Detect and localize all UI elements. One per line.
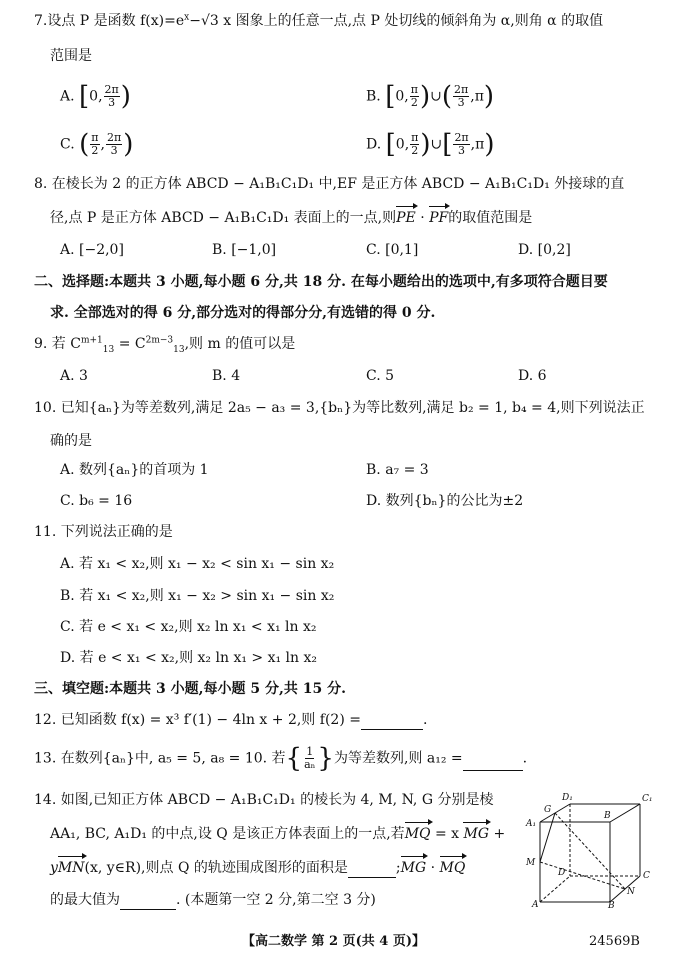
q14-line3d: · — [426, 860, 440, 876]
frac-num: 2π — [104, 83, 119, 96]
frac-den: 2 — [91, 144, 99, 157]
q13-end: . — [522, 750, 528, 767]
q9-option-b: B. 4 — [212, 368, 241, 384]
q7-d-label: D. — [366, 136, 382, 153]
q12-text: 12. 已知函数 f(x) = x³ f′(1) − 4ln x + 2,则 f(2) = — [34, 712, 361, 728]
q7-d-union: ∪ — [430, 136, 443, 153]
frac-num: 2π — [454, 83, 469, 96]
edge-b1c1 — [610, 804, 640, 822]
frac-den: aₙ — [304, 758, 316, 771]
label-b1: B — [604, 811, 611, 821]
q7-sup: x — [184, 12, 190, 23]
q7-d-pi: π — [475, 136, 485, 153]
q13-stem: 13. 在数列{aₙ}中, a₅ = 5, a₈ = 10. 若{ $\frac{1}{\text{aₙ}}$ }为等差数列,则 a₁₂ = . — [34, 743, 528, 774]
q10-option-c: C. b₆ = 16 — [60, 493, 133, 509]
q11-option-a: A. 若 x₁ < x₂,则 x₁ − x₂ < sin x₁ − sin x₂ — [60, 556, 335, 572]
q8-option-d: D. [0,2] — [518, 242, 571, 258]
q14-line3 — [50, 858, 465, 878]
label-c1: C₁ — [642, 794, 653, 804]
q9-sub1: 13 — [102, 344, 115, 355]
q7-c-comma: , — [100, 136, 105, 153]
q9-text2: ,则 m 的值可以是 — [184, 336, 296, 352]
q11-option-c: C. 若 e < x₁ < x₂,则 x₂ ln x₁ < x₁ ln x₂ — [60, 619, 317, 635]
q7-text2: −√3 x 图象上的任意一点,点 P 处切线的倾斜角为 α,则角 α 的取值 — [189, 13, 604, 29]
q13-frac — [303, 746, 316, 771]
vector-mn: MN — [57, 860, 85, 876]
q8-stem-line1: 8. 在棱长为 2 的正方体 ABCD − A₁B₁C₁D₁ 中,EF 是正方体 ABCD − A₁B₁C₁D₁ 外接球的直 — [34, 176, 625, 192]
q7-option-d: D. [0, $\frac{\pi}{2}$ )∪[ $\frac{2\pi}{3}$ ,π) — [366, 129, 495, 160]
q14-line4 — [50, 890, 376, 910]
q7-b-frac1 — [410, 84, 419, 109]
q7-b-zero: 0, — [395, 88, 409, 105]
edge-bc — [610, 876, 640, 902]
q10-stem-line2: 确的是 — [50, 433, 92, 449]
q7-a-label: A. — [60, 88, 75, 105]
q7-stem-line1 — [34, 11, 603, 31]
q7-b-pi: π — [474, 88, 484, 105]
frac-den: 3 — [458, 144, 466, 157]
frac-num: 1 — [306, 745, 314, 758]
q13-answer-blank[interactable] — [463, 756, 523, 771]
q14-line2 — [50, 824, 505, 844]
q7-a-zero: 0, — [89, 88, 103, 105]
frac-num: π — [411, 131, 419, 144]
label-n: N — [627, 887, 635, 897]
q7-number: 7. — [34, 13, 48, 29]
q7-b-comma: , — [470, 88, 475, 105]
q7-stem-line2: 范围是 — [50, 48, 92, 64]
q12-end: . — [422, 712, 428, 728]
q8-option-c: C. [0,1] — [366, 242, 419, 258]
q9-text1: 9. 若 C — [34, 336, 81, 352]
vector-pe: PE — [396, 210, 416, 226]
q9-eq: = C — [114, 336, 146, 352]
q8-text2a: 径,点 P 是正方体 ABCD − A₁B₁C₁D₁ 表面上的一点,则 — [50, 210, 397, 226]
q10-option-b: B. a₇ = 3 — [366, 462, 429, 478]
vector-mq: MQ — [404, 826, 431, 842]
q8-option-a: A. [−2,0] — [60, 242, 124, 258]
q8-dot: · — [415, 210, 430, 226]
q9-option-c: C. 5 — [366, 368, 395, 384]
q8-option-b: B. [−1,0] — [212, 242, 277, 258]
edge-ad-hidden — [540, 876, 570, 902]
q7-b-label: B. — [366, 88, 381, 105]
q9-sup1: m+1 — [80, 335, 103, 346]
vector-mg-2: MG — [400, 860, 427, 876]
q8-stem-line2 — [50, 208, 532, 228]
q14-line4a: 的最大值为 — [50, 892, 120, 908]
frac-den: 2 — [411, 144, 419, 157]
q11-stem: 11. 下列说法正确的是 — [34, 524, 173, 540]
page-footer: 【高二数学 第 2 页(共 4 页)】 — [242, 934, 426, 949]
q7-c-frac2 — [106, 132, 122, 157]
frac-num: π — [91, 131, 99, 144]
q7-option-a: A. [0, $\frac{2\pi}{3}$ ) — [60, 81, 131, 112]
q7-b-frac2 — [453, 84, 469, 109]
q14-blank2[interactable] — [120, 895, 176, 910]
q14-line2b: = x — [430, 826, 464, 842]
q14-line4b: . (本题第一空 2 分,第二空 3 分) — [176, 892, 376, 908]
cube-figure — [522, 790, 660, 908]
label-d: D — [558, 868, 566, 878]
vector-mq-2: MQ — [439, 860, 466, 876]
q12-answer-blank[interactable] — [361, 715, 423, 730]
q7-c-label: C. — [60, 136, 75, 153]
frac-den: 3 — [110, 144, 118, 157]
q7-d-frac1 — [410, 132, 419, 157]
vector-pf: PF — [429, 210, 449, 226]
q11-option-b: B. 若 x₁ < x₂,则 x₁ − x₂ > sin x₁ − sin x₂ — [60, 588, 335, 604]
q14-line1: 14. 如图,已知正方体 ABCD − A₁B₁C₁D₁ 的棱长为 4, M, N, G 分别是棱 — [34, 792, 494, 808]
q14-line3b: (x, y∈R),则点 Q 的轨迹围成图形的面积是 — [84, 860, 348, 876]
q7-d-frac2 — [453, 132, 469, 157]
section2-heading-line2: 求. 全部选对的得 6 分,部分选对的得部分分,有选错的得 0 分. — [50, 305, 436, 321]
q14-blank1[interactable] — [348, 863, 396, 878]
vector-mg: MG — [463, 826, 490, 842]
q14-line2c: + — [489, 826, 506, 842]
q11-option-d: D. 若 e < x₁ < x₂,则 x₂ ln x₁ > x₁ ln x₂ — [60, 650, 317, 666]
q9-option-a: A. 3 — [60, 368, 88, 384]
frac-den: 3 — [108, 96, 116, 109]
label-c: C — [643, 871, 650, 881]
q12-stem — [34, 710, 427, 730]
q7-text1: 设点 P 是函数 f(x)=e — [47, 13, 185, 29]
label-d1: D₁ — [562, 793, 573, 803]
q7-b-union: ∪ — [430, 88, 442, 105]
q13-text2: 为等差数列,则 a₁₂ = — [333, 750, 463, 767]
paper-code: 24569B — [589, 934, 640, 949]
frac-den: 2 — [410, 96, 418, 109]
label-a: A — [532, 900, 539, 908]
q7-d-comma: , — [470, 136, 476, 153]
q8-text2b: 的取值范围是 — [448, 210, 533, 226]
section3-heading: 三、填空题:本题共 3 小题,每小题 5 分,共 15 分. — [34, 681, 346, 697]
q10-option-a: A. 数列{aₙ}的首项为 1 — [60, 462, 209, 478]
q14-line2a: AA₁, BC, A₁D₁ 的中点,设 Q 是该正方体表面上的一点,若 — [50, 826, 405, 842]
q10-stem-line1: 10. 已知{aₙ}为等差数列,满足 2a₅ − a₃ = 3,{bₙ}为等比数列,满足 b₂ = 1, b₄ = 4,则下列说法正 — [34, 400, 645, 416]
q14-line3a: y — [50, 860, 58, 876]
q10-option-d: D. 数列{bₙ}的公比为±2 — [366, 493, 524, 509]
frac-num: 2π — [454, 131, 469, 144]
label-g: G — [544, 805, 552, 815]
q9-stem — [34, 334, 295, 354]
section2-heading-line1: 二、选择题:本题共 3 小题,每小题 6 分,共 18 分. 在每小题给出的选项中,有多项符合题目要 — [34, 274, 608, 290]
q7-option-b: B. [0, $\frac{\pi}{2}$ )∪( $\frac{2\pi}{3}$ ,π) — [366, 81, 495, 112]
q9-option-d: D. 6 — [518, 368, 547, 384]
q7-a-frac — [104, 84, 120, 109]
label-a1: A₁ — [526, 819, 537, 829]
q14-line3c: ; — [395, 860, 401, 876]
label-m: M — [526, 858, 536, 868]
q7-option-c: C. ( $\frac{\pi}{2}$ , $\frac{2\pi}{3}$ ) — [60, 129, 134, 160]
q9-sub2: 13 — [173, 344, 185, 355]
frac-num: 2π — [106, 131, 122, 144]
q13-text1: 13. 在数列{aₙ}中, a₅ = 5, a₈ = 10. 若 — [34, 750, 286, 767]
label-b: B — [608, 901, 615, 908]
q7-d-zero: 0, — [395, 136, 410, 153]
q9-sup2: 2m−3 — [145, 335, 174, 346]
frac-den: 3 — [457, 96, 465, 109]
q7-c-frac1 — [90, 132, 99, 157]
frac-num: π — [410, 83, 418, 96]
